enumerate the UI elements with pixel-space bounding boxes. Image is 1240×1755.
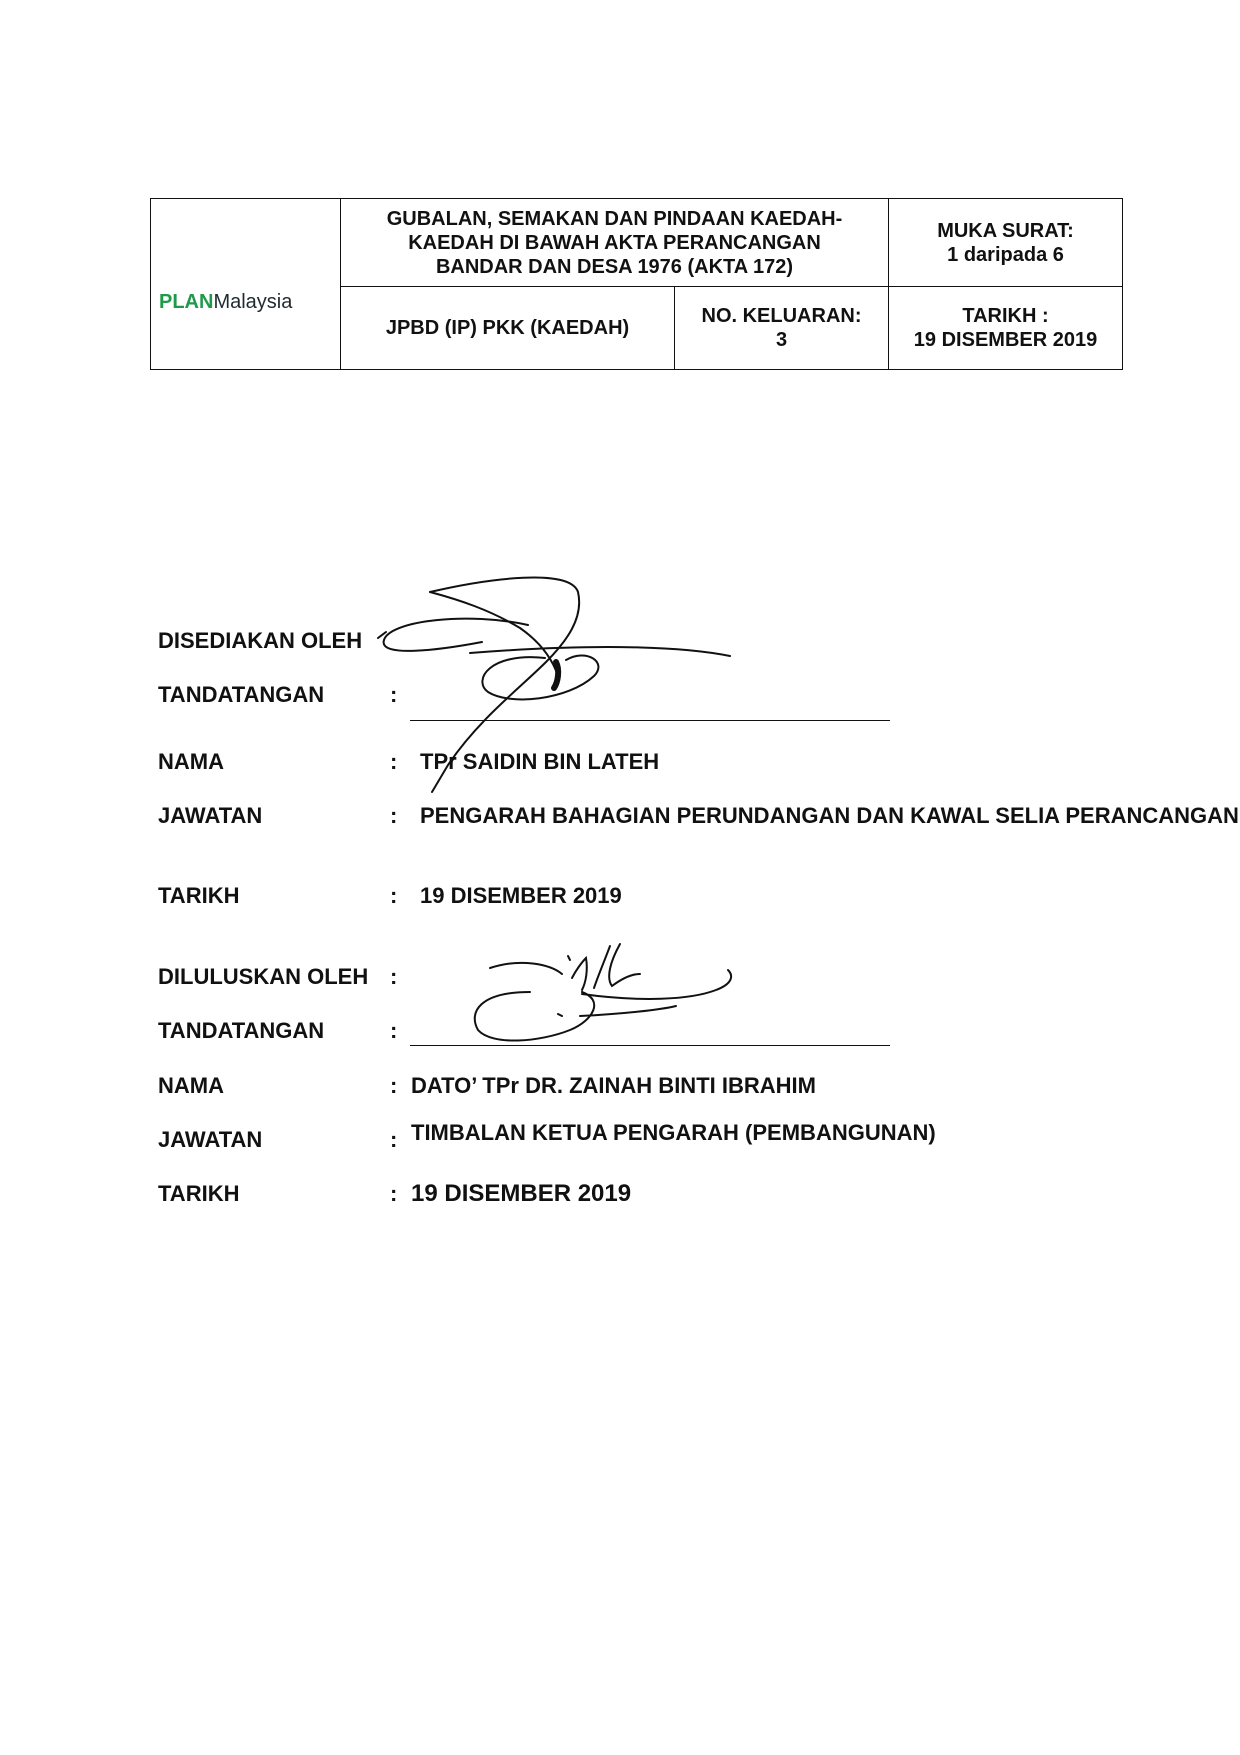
page-number-cell	[889, 199, 1123, 287]
document-title: GUBALAN, SEMAKAN DAN PINDAAN KAEDAH- KAEDAH DI BAWAH AKTA PERANCANGAN BANDAR DAN DESA 1976 (AKTA 172)	[341, 199, 889, 287]
colon: :	[390, 682, 398, 707]
header-date-cell	[889, 287, 1123, 370]
approved-by-label: DILULUSKAN OLEH	[158, 964, 369, 989]
prepared-date-label: TARIKH	[158, 883, 240, 908]
prepared-by-label: DISEDIAKAN OLEH	[158, 628, 363, 653]
colon: :	[390, 1073, 398, 1098]
issue-number-cell	[675, 287, 889, 370]
approved-name: DATO’ TPr DR. ZAINAH BINTI IBRAHIM	[411, 1073, 816, 1098]
prepared-name-label: NAMA	[158, 749, 224, 774]
planmalaysia-logo	[151, 199, 341, 370]
approved-signature-image	[470, 940, 770, 1050]
approved-position: TIMBALAN KETUA PENGARAH (PEMBANGUNAN)	[411, 1120, 936, 1145]
prepared-position-label: JAWATAN	[158, 803, 263, 828]
approved-signature-label: TANDATANGAN	[158, 1018, 325, 1043]
header-date-value: 19 DISEMBER 2019	[913, 329, 1098, 351]
document-code: JPBD (IP) PKK (KAEDAH)	[341, 287, 675, 370]
colon: :	[390, 1127, 398, 1152]
page-number-value: 1 daripada 6	[947, 243, 1064, 266]
page-number-label: MUKA SURAT:	[937, 219, 1074, 242]
colon: :	[390, 883, 398, 908]
prepared-signature-label: TANDATANGAN	[158, 682, 325, 707]
colon: :	[390, 964, 398, 989]
colon: :	[390, 1181, 398, 1206]
header-date-label: TARIKH :	[962, 305, 1049, 327]
logo-plan-text: PLAN	[159, 291, 214, 313]
colon: :	[390, 749, 398, 774]
prepared-name: TPr SAIDIN BIN LATEH	[420, 749, 660, 774]
approved-date-label: TARIKH	[158, 1181, 240, 1206]
colon: :	[390, 803, 398, 828]
approved-position-label: JAWATAN	[158, 1127, 263, 1152]
issue-number-label: NO. KELUARAN:	[701, 305, 862, 327]
approved-date: 19 DISEMBER 2019	[411, 1180, 632, 1207]
issue-number-value: 3	[775, 329, 788, 351]
colon: :	[390, 1018, 398, 1043]
prepared-date: 19 DISEMBER 2019	[420, 883, 622, 908]
logo-malaysia-text: Malaysia	[213, 291, 293, 313]
prepared-signature-image	[370, 570, 750, 800]
prepared-position: PENGARAH BAHAGIAN PERUNDANGAN DAN KAWAL SELIA PERANCANGAN	[420, 803, 1239, 828]
document-header-table	[150, 198, 1123, 370]
approved-name-label: NAMA	[158, 1073, 224, 1098]
